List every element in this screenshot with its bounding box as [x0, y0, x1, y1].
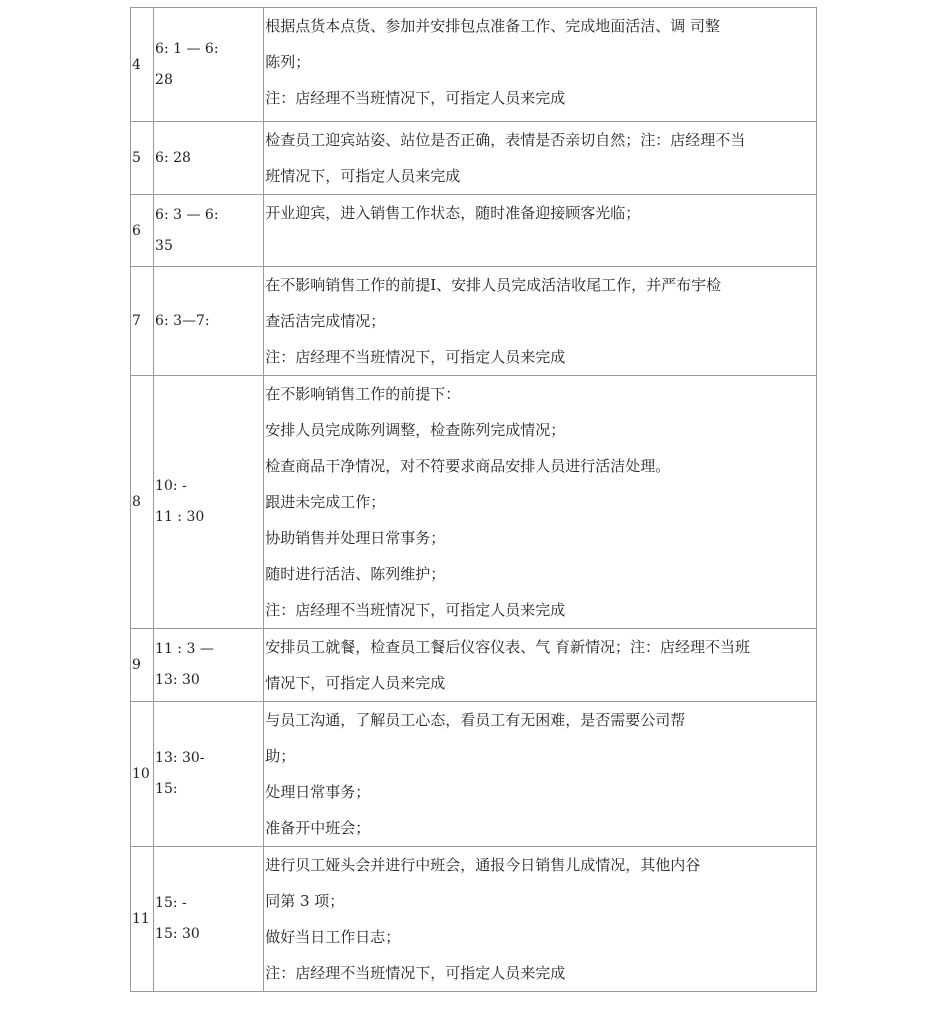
table-row: [131, 122, 817, 195]
description-line: 注：店经理不当班情况下，可指定人员来完成: [265, 348, 566, 366]
task-description: [264, 195, 817, 267]
time-line: 15: 30: [155, 926, 200, 942]
time-range: [154, 629, 264, 702]
task-description: [264, 8, 817, 122]
description-line: 安排人员完成陈列调整，检查陈列完成情况；: [265, 421, 566, 439]
time-line: 28: [155, 71, 173, 88]
description-line: 助；: [265, 747, 296, 765]
time-line: 35: [155, 237, 173, 254]
time-line: 6: 1 — 6:: [155, 40, 219, 57]
time-range: [154, 847, 264, 992]
task-description: [264, 629, 817, 702]
task-description: [264, 847, 817, 992]
description-line: 进行贝工娅头会并进行中班会，通报今日销售儿成情况，其他内谷: [265, 856, 701, 874]
description-line: 处理日常事务；: [265, 783, 371, 801]
table-row: [131, 376, 817, 629]
description-line: 注：店经理不当班情况下，可指定人员来完成: [265, 601, 566, 619]
table-row: [131, 847, 817, 992]
table-row: [131, 629, 817, 702]
time-line: 6: 3 — 6:: [155, 206, 219, 223]
time-line: 11 : 30: [155, 509, 205, 525]
time-line: 11 : 3 —: [155, 641, 214, 657]
time-range: [154, 702, 264, 847]
description-line: 协助销售并处理日常事务；: [265, 529, 446, 547]
schedule-table: [130, 7, 817, 992]
row-number: 4: [131, 8, 154, 122]
time-range: [154, 376, 264, 629]
time-line: 13: 30: [155, 672, 200, 688]
description-line: 根据点货本点货、参加并安排包点准备工作、完成地面活洁、调 司整: [265, 17, 720, 35]
time-line: 6: 28: [155, 149, 191, 166]
description-line: 情况下，可指定人员来完成: [265, 674, 446, 692]
description-line: 安排员工就餐，检查员工餐后仪容仪表、气 育新情况；注：店经理不当班: [265, 638, 750, 656]
row-number: 9: [131, 629, 154, 702]
task-description: [264, 122, 817, 195]
description-line: 检查员工迎宾站姿、站位是否正确，表情是否亲切自然；注：店经理不当: [265, 131, 746, 149]
description-line: 检查商品干净情况，对不符要求商品安排人员进行活洁处理。: [265, 457, 671, 475]
table-row: [131, 267, 817, 376]
time-range: [154, 8, 264, 122]
description-line: 注：店经理不当班情况下，可指定人员来完成: [265, 964, 566, 982]
time-line: 13: 30-: [155, 750, 205, 766]
description-line: 同第 3 项；: [265, 892, 345, 910]
task-description: [264, 376, 817, 629]
description-line: 班情况下，可指定人员来完成: [265, 167, 461, 185]
row-number: 10: [131, 702, 154, 847]
time-range: [154, 195, 264, 267]
description-line: 注：店经理不当班情况下，可指定人员来完成: [265, 89, 566, 107]
row-number: 8: [131, 376, 154, 629]
description-line: 在不影响销售工作的前提下：: [265, 385, 461, 403]
task-description: [264, 267, 817, 376]
table-row: [131, 195, 817, 267]
time-range: [154, 267, 264, 376]
row-number: 11: [131, 847, 154, 992]
time-line: 15: -: [155, 895, 187, 911]
description-line: 与员工沟通，了解员工心态，看员工有无困难，是否需要公司帮: [265, 711, 686, 729]
description-line: 查活洁完成情况；: [265, 312, 386, 330]
time-line: 15:: [155, 781, 178, 797]
table-row: [131, 702, 817, 847]
row-number: 5: [131, 122, 154, 195]
time-line: 10: -: [155, 478, 187, 494]
description-line: 开业迎宾，进入销售工作状态，随时准备迎接顾客光临；: [265, 204, 641, 222]
table-row: [131, 8, 817, 122]
description-line: 随时进行活洁、陈列维护；: [265, 565, 446, 583]
description-line: 在不影响销售工作的前提I、安排人员完成活洁收尾工作，并严布宇检: [265, 276, 722, 294]
task-description: [264, 702, 817, 847]
description-line: 做好当日工作日志；: [265, 928, 401, 946]
description-line: 陈列；: [265, 53, 311, 71]
description-line: 跟进未完成工作；: [265, 493, 386, 511]
time-line: 6: 3—7:: [155, 312, 210, 329]
row-number: 6: [131, 195, 154, 267]
time-range: [154, 122, 264, 195]
row-number: 7: [131, 267, 154, 376]
description-line: 准备开中班会；: [265, 819, 371, 837]
